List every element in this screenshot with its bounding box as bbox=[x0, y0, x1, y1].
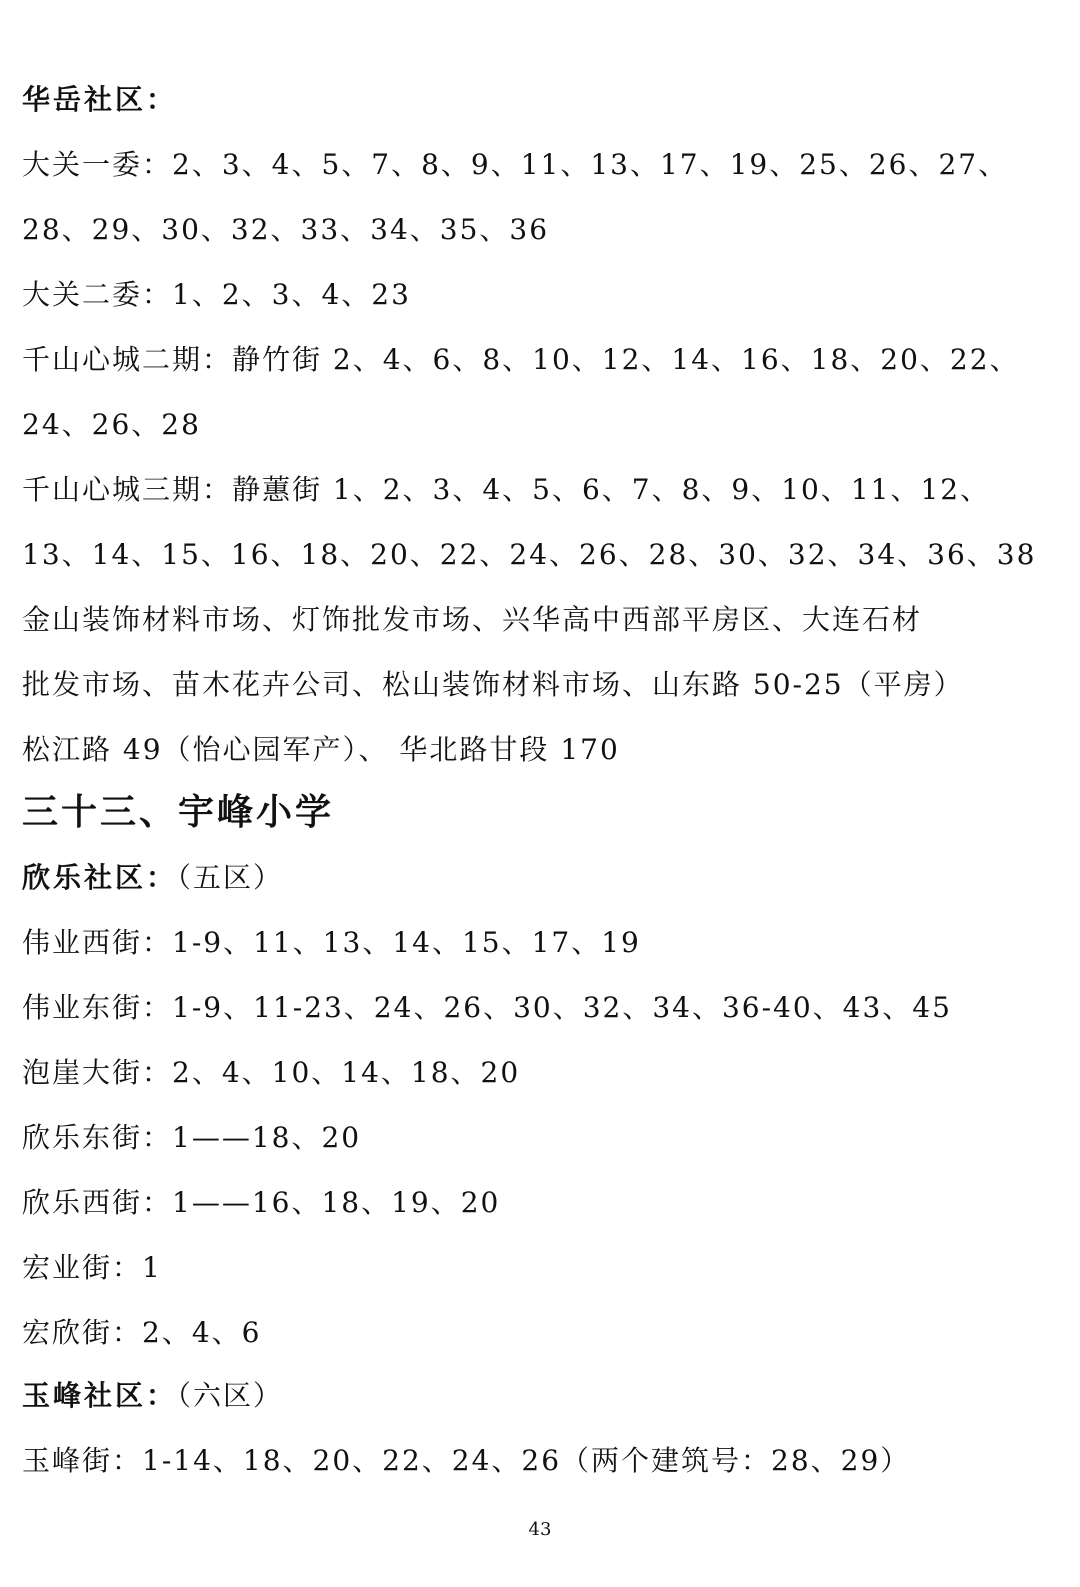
text-line-xinle-west: 欣乐西街：1——16、18、19、20 bbox=[22, 1186, 501, 1219]
text-line-hongxin: 宏欣街：2、4、6 bbox=[22, 1316, 262, 1349]
text-line-weiye-west: 伟业西街：1-9、11、13、14、15、17、19 bbox=[22, 926, 641, 959]
page-number: 43 bbox=[528, 1519, 552, 1540]
section-title-yufeng-line bbox=[22, 1376, 283, 1416]
text-line-markets-a: 金山装饰材料市场、灯饰批发市场、兴华高中西部平房区、大连石材 bbox=[22, 603, 923, 636]
section-title-xinle-line bbox=[22, 858, 283, 898]
text-line-qianshan2-a: 千山心城二期：静竹街 2、4、6、8、10、12、14、16、18、20、22、 bbox=[22, 343, 1020, 376]
text-line-daguan1-b: 28、29、30、32、33、34、35、36 bbox=[22, 213, 550, 246]
text-line-qianshan3-a: 千山心城三期：静蕙街 1、2、3、4、5、6、7、8、9、10、11、12、 bbox=[22, 473, 991, 506]
text-line-xinle-east: 欣乐东街：1——18、20 bbox=[22, 1121, 362, 1154]
section-title-yufeng: 玉峰社区： bbox=[22, 1379, 178, 1412]
school-heading: 三十三、宇峰小学 bbox=[22, 792, 335, 833]
text-line-daguan1-a: 大关一委：2、3、4、5、7、8、9、11、13、17、19、25、26、27、 bbox=[22, 148, 1009, 181]
text-line-markets-c: 松江路 49（怡心园军产）、 华北路甘段 170 bbox=[22, 733, 620, 766]
text-line-daguan2: 大关二委：1、2、3、4、23 bbox=[22, 278, 411, 311]
zone-label-yufeng: （六区） bbox=[177, 1379, 284, 1412]
text-line-yufeng-street: 玉峰街：1-14、18、20、22、24、26（两个建筑号：28、29） bbox=[22, 1444, 911, 1477]
text-line-weiye-east: 伟业东街：1-9、11-23、24、26、30、32、34、36-40、43、45 bbox=[22, 991, 952, 1024]
zone-label-xinle: （五区） bbox=[177, 861, 284, 894]
section-title-huayue: 华岳社区： bbox=[22, 83, 178, 116]
text-line-markets-b: 批发市场、苗木花卉公司、松山装饰材料市场、山东路 50-25（平房） bbox=[22, 668, 964, 701]
text-line-qianshan2-b: 24、26、28 bbox=[22, 408, 201, 441]
text-line-hongye: 宏业街：1 bbox=[22, 1251, 162, 1284]
section-title-xinle: 欣乐社区： bbox=[22, 861, 178, 894]
text-line-paoya: 泡崖大街：2、4、10、14、18、20 bbox=[22, 1056, 521, 1089]
text-line-qianshan3-b: 13、14、15、16、18、20、22、24、26、28、30、32、34、36、38 bbox=[22, 538, 1037, 571]
